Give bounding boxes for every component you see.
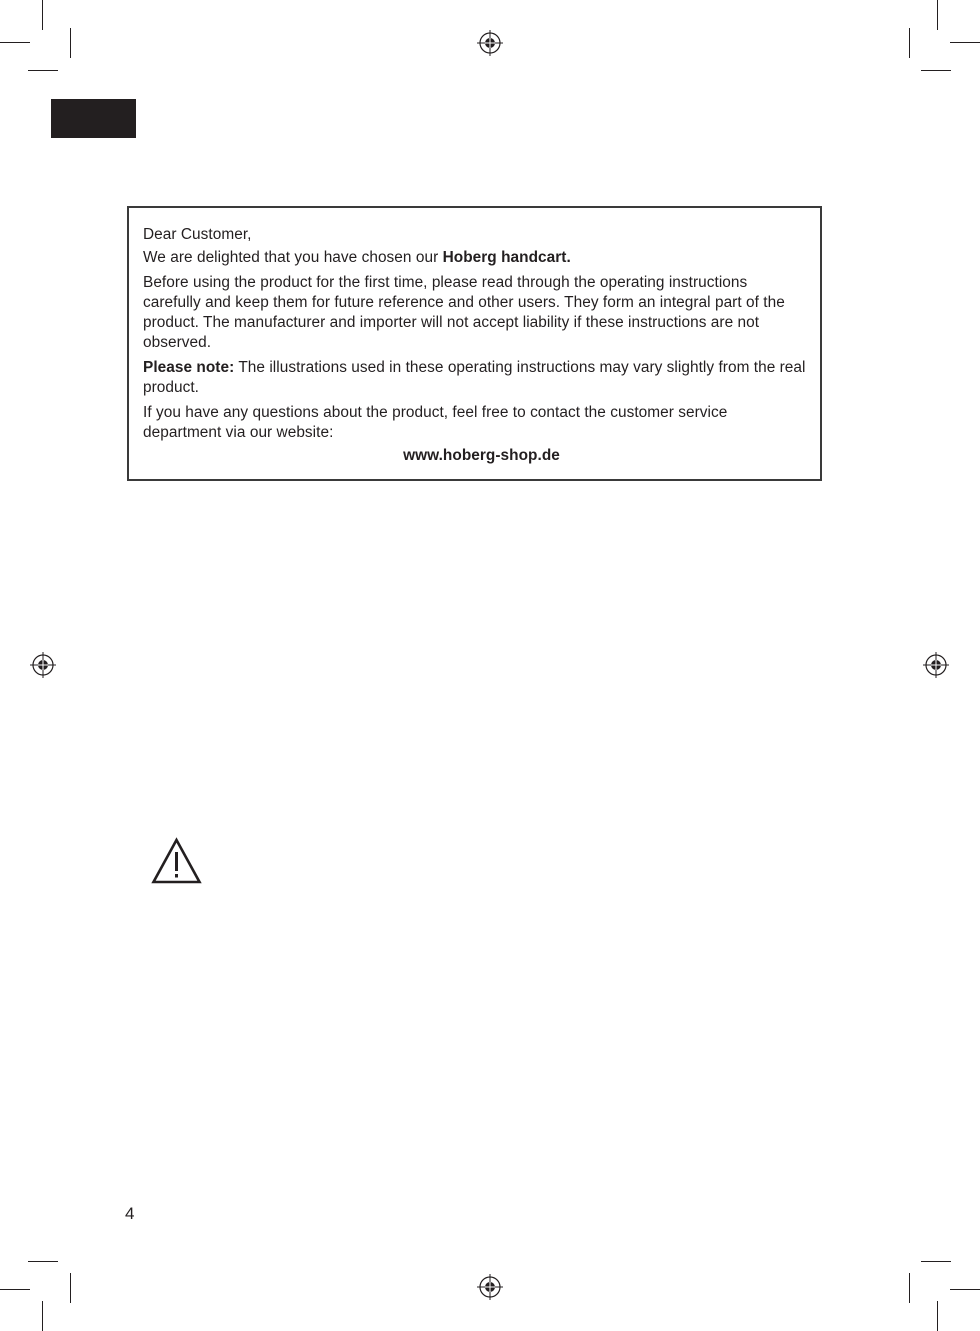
registration-mark-icon [477,1274,503,1300]
product-name: Hoberg handcart. [442,249,571,266]
crop-mark [909,28,910,58]
note-label: Please note: [143,359,235,376]
language-tab [51,99,136,138]
warning-triangle-icon [151,837,202,885]
crop-mark [28,70,58,71]
before-use-paragraph: Before using the product for the first time, please read through the operating instructions carefully and keep them for future reference and other users. They form an integral part of the product. The manufacturer and importer will not accept liability if these instructions are not observed. [143,274,785,351]
intro-box [127,206,822,481]
crop-mark [28,1261,58,1262]
note-text: The illustrations used in these operating instructions may vary slightly from the real product. [143,359,806,396]
page-number: 4 [125,1204,135,1223]
registration-mark-icon [923,652,949,678]
contact-paragraph: If you have any questions about the product, feel free to contact the customer service department via our website: [143,404,728,441]
crop-mark [70,1273,71,1303]
registration-mark-icon [477,30,503,56]
crop-mark [0,1289,30,1290]
crop-mark [0,42,30,43]
crop-mark [42,0,43,30]
crop-mark [42,1301,43,1331]
greeting: Dear Customer, [143,226,252,243]
delighted-line [143,248,806,268]
crop-mark [950,1289,980,1290]
delighted-prefix: We are delighted that you have chosen our [143,249,443,266]
crop-mark [937,1301,938,1331]
crop-mark [921,1261,951,1262]
crop-mark [909,1273,910,1303]
crop-mark [921,70,951,71]
note-paragraph [143,358,806,398]
registration-mark-icon [30,652,56,678]
website-link[interactable]: www.hoberg-shop.de [403,447,560,464]
crop-mark [937,0,938,30]
crop-mark [70,28,71,58]
crop-mark [950,42,980,43]
